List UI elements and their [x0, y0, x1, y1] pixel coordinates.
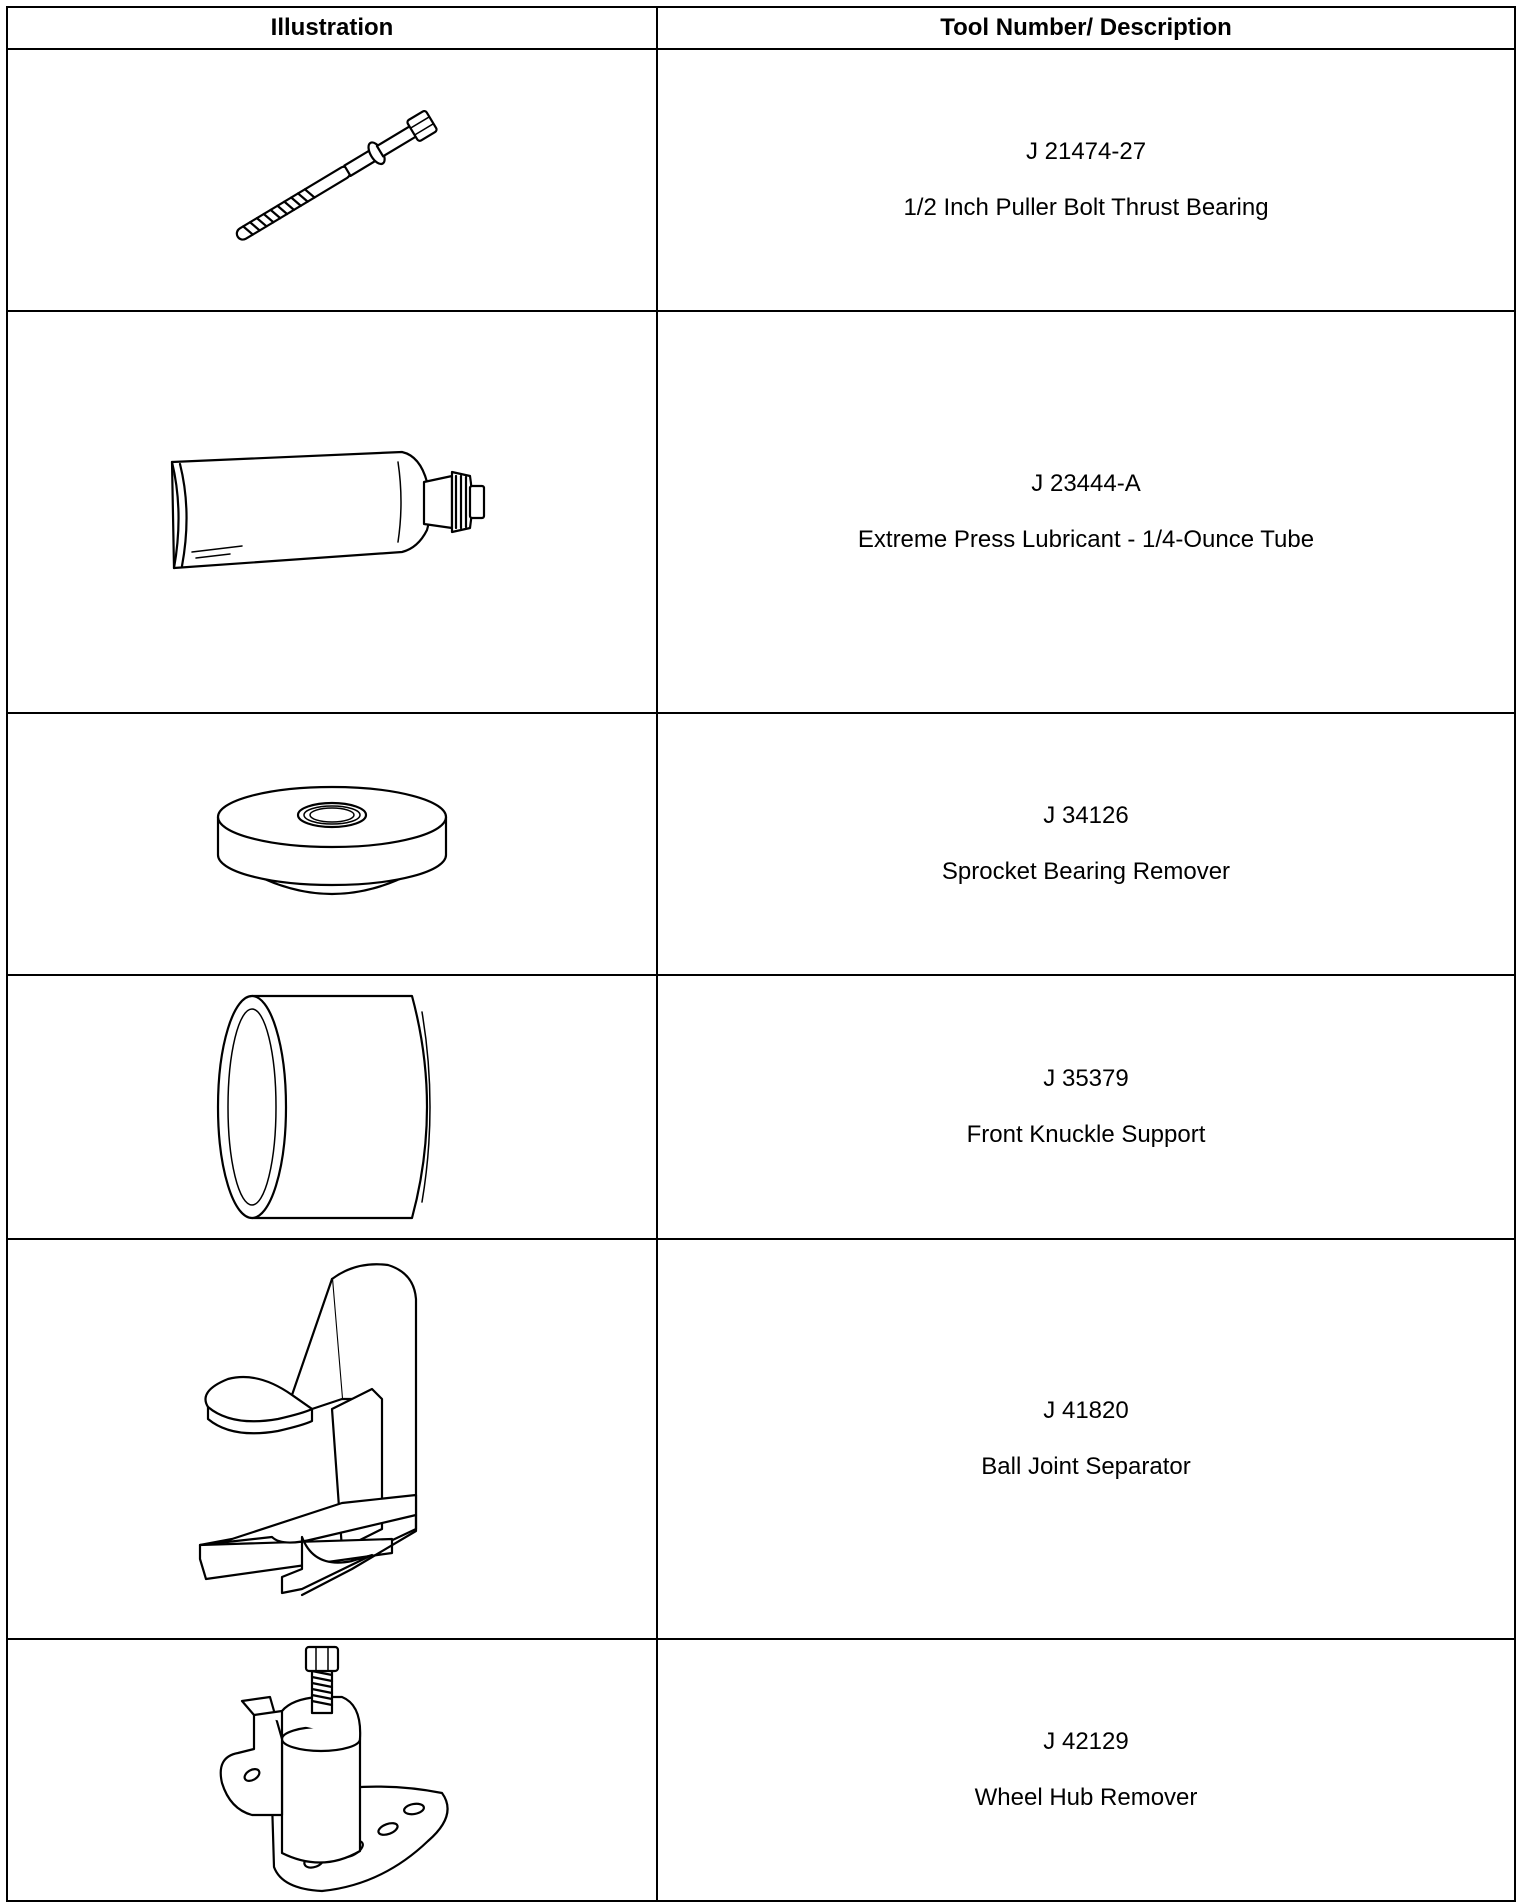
wheel-hub-remover-icon: [202, 1645, 462, 1895]
illustration-cell: [7, 1239, 657, 1639]
tool-description: 1/2 Inch Puller Bolt Thrust Bearing: [903, 194, 1269, 221]
illustration-cell: [7, 49, 657, 311]
tool-number: J 23444-A: [1031, 470, 1141, 497]
tool-table: [6, 6, 1516, 1902]
description-cell: [657, 713, 1515, 975]
illustration-cell: [7, 311, 657, 713]
table-row: [7, 713, 1515, 975]
tool-description: Ball Joint Separator: [981, 1453, 1191, 1480]
table-row: [7, 975, 1515, 1239]
puller-bolt-icon: [202, 110, 462, 250]
table-row: [7, 1639, 1515, 1901]
ball-joint-separator-icon: [192, 1259, 472, 1619]
bearing-remover-icon: [212, 769, 452, 919]
header-description: Tool Number/ Description: [657, 7, 1515, 49]
illustration-cell: [7, 713, 657, 975]
illustration-cell: [7, 975, 657, 1239]
lubricant-tube-icon: [152, 442, 512, 582]
description-cell: [657, 975, 1515, 1239]
tool-number: J 35379: [1043, 1065, 1129, 1092]
tool-description: Wheel Hub Remover: [974, 1784, 1198, 1811]
description-cell: [657, 49, 1515, 311]
table-row: [7, 1239, 1515, 1639]
description-cell: [657, 1639, 1515, 1901]
description-cell: [657, 311, 1515, 713]
table-row: [7, 49, 1515, 311]
tool-description: Extreme Press Lubricant - 1/4-Ounce Tube: [857, 526, 1315, 553]
tool-number: J 34126: [1043, 802, 1129, 829]
header-illustration: Illustration: [7, 7, 657, 49]
tool-number: J 41820: [1043, 1397, 1129, 1424]
table-row: [7, 311, 1515, 713]
tool-description: Front Knuckle Support: [966, 1121, 1206, 1148]
knuckle-support-icon: [212, 992, 452, 1222]
description-cell: [657, 1239, 1515, 1639]
header-row: [7, 7, 1515, 49]
illustration-cell: [7, 1639, 657, 1901]
tool-description: Sprocket Bearing Remover: [941, 858, 1231, 885]
tool-number: J 21474-27: [1025, 138, 1147, 165]
tool-number: J 42129: [1043, 1728, 1129, 1755]
